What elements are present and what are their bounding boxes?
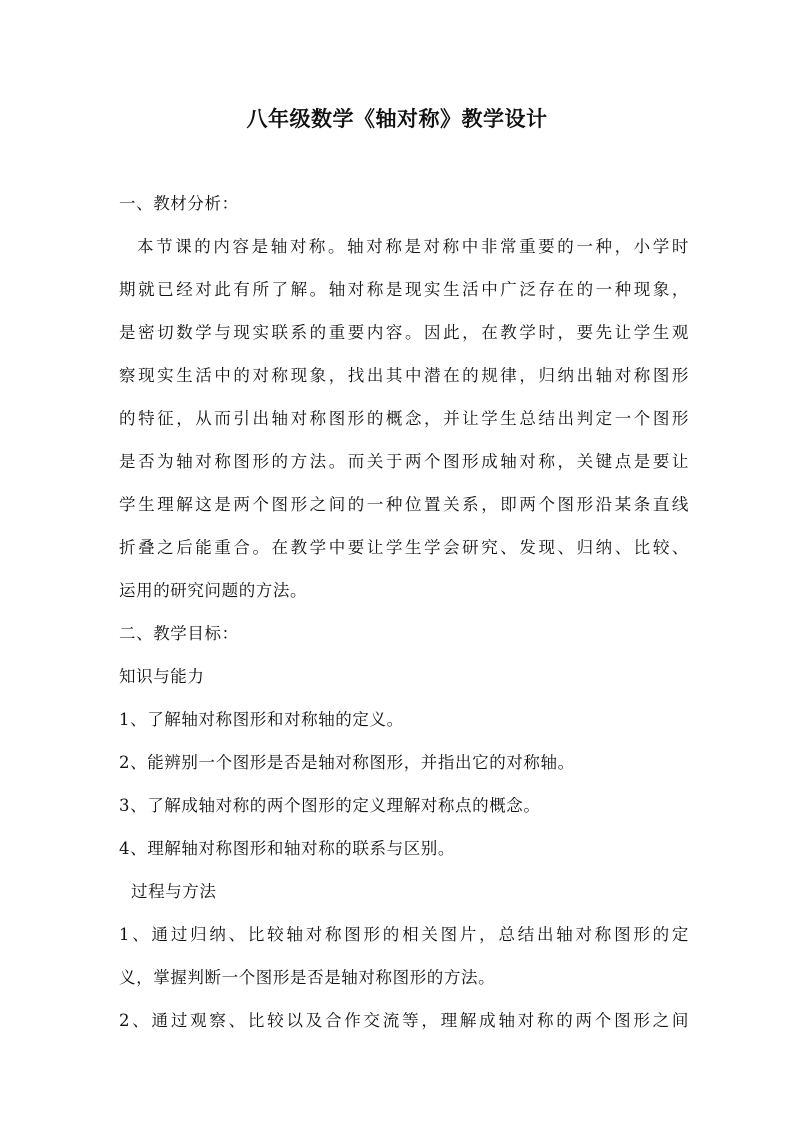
list-item: 4、理解轴对称图形和轴对称的联系与区别。 <box>119 839 455 858</box>
subheading-knowledge: 知识与能力 <box>119 667 205 686</box>
list-item: 3、了解成轴对称的两个图形的定义理解对称点的概念。 <box>119 796 541 815</box>
subheading-process: 过程与方法 <box>131 882 217 901</box>
document-title: 八年级数学《轴对称》教学设计 <box>246 106 548 131</box>
list-item: 1、通过归纳、比较轴对称图形的相关图片，总结出轴对称图形的定 <box>119 925 689 944</box>
section-heading-objectives: 二、教学目标： <box>119 624 239 643</box>
paragraph-line: 是否为轴对称图形的方法。而关于两个图形成轴对称，关键点是要让 <box>119 452 689 471</box>
paragraph-line: 运用的研究问题的方法。 <box>119 581 308 600</box>
paragraph-line: 的特征，从而引出轴对称图形的概念，并让学生总结出判定一个图形 <box>119 409 689 428</box>
list-item: 2、能辨别一个图形是否是轴对称图形，并指出它的对称轴。 <box>119 753 575 772</box>
paragraph-line: 察现实生活中的对称现象，找出其中潜在的规律，归纳出轴对称图形 <box>119 366 689 385</box>
list-item: 义，掌握判断一个图形是否是轴对称图形的方法。 <box>119 968 496 987</box>
paragraph-line: 折叠之后能重合。在教学中要让学生学会研究、发现、归纳、比较、 <box>119 538 689 557</box>
list-item: 2、通过观察、比较以及合作交流等，理解成轴对称的两个图形之间 <box>119 1011 689 1030</box>
paragraph-line: 本节课的内容是轴对称。轴对称是对称中非常重要的一种，小学时 <box>137 237 689 256</box>
paragraph-line: 期就已经对此有所了解。轴对称是现实生活中广泛存在的一种现象， <box>119 280 689 299</box>
section-heading-analysis: 一、教材分析： <box>119 194 239 213</box>
paragraph-line: 学生理解这是两个图形之间的一种位置关系，即两个图形沿某条直线 <box>119 495 689 514</box>
list-item: 1、了解轴对称图形和对称轴的定义。 <box>119 710 404 729</box>
paragraph-line: 是密切数学与现实联系的重要内容。因此，在教学时，要先让学生观 <box>119 323 689 342</box>
